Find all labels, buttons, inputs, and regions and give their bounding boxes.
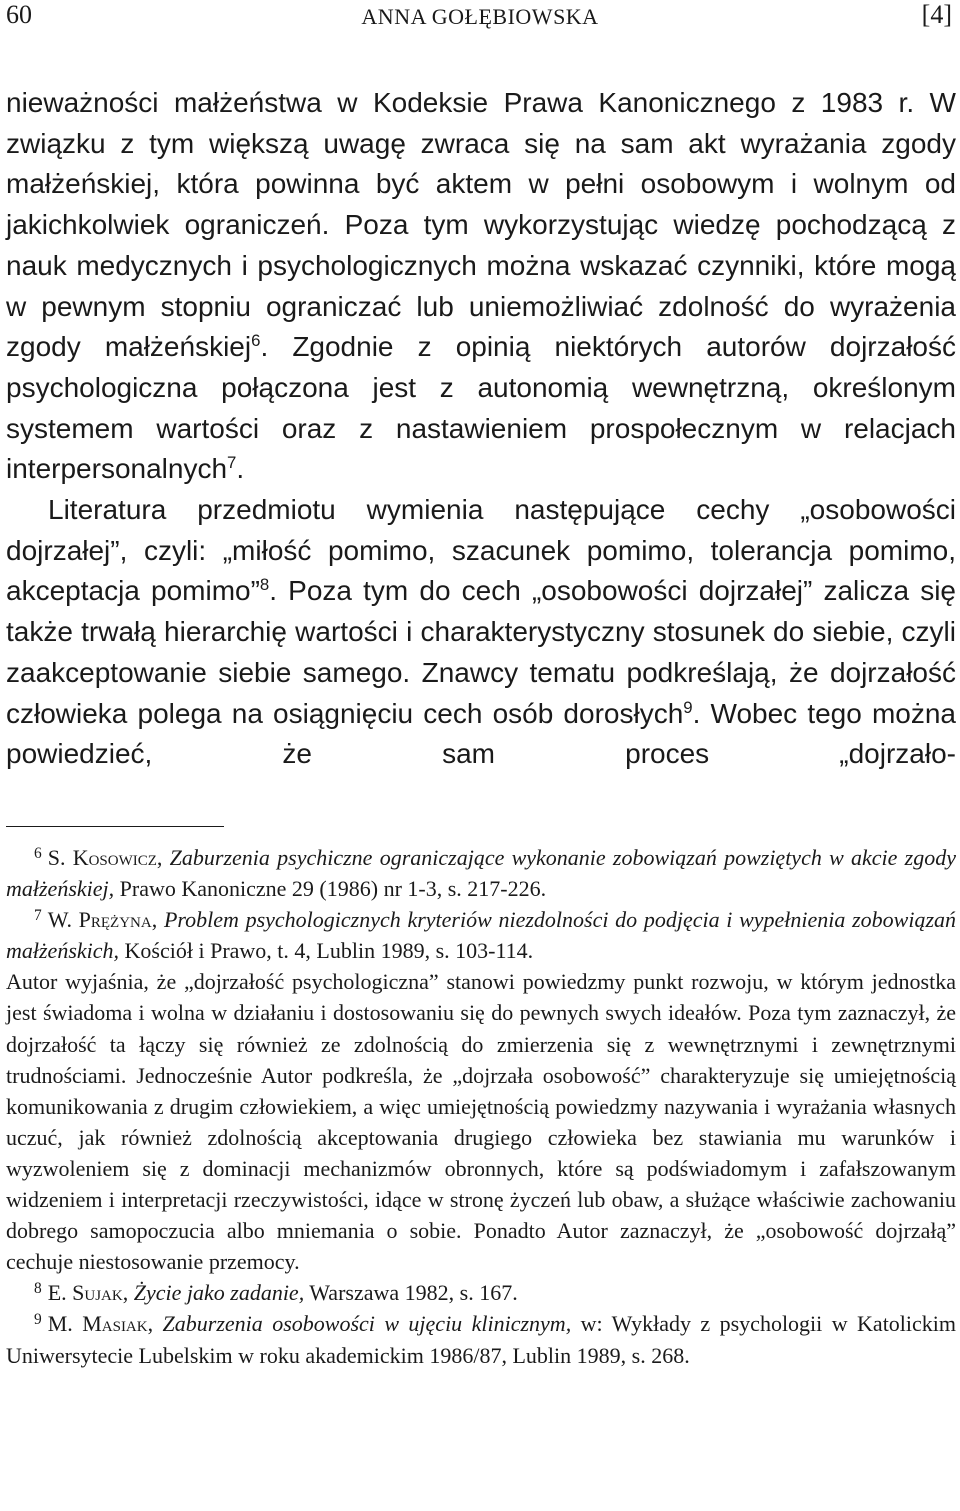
page-number: 60 bbox=[6, 0, 32, 29]
footnote-9-author: Masiak bbox=[82, 1311, 148, 1337]
footnote-6-title: Zaburzenia psychiczne ograniczające wykonanie zobowiązań powziętych w akcie zgody małżeńskiej, bbox=[6, 845, 956, 902]
footnote-7-author: Prężyna bbox=[78, 907, 152, 933]
footnote-9-number: 9 bbox=[34, 1311, 42, 1329]
page-header bbox=[0, 0, 960, 34]
paragraph-2-text-3: . Wobec tego można powiedzieć, że sam proces „dojrzało- bbox=[6, 697, 956, 770]
article-number: [4] bbox=[921, 0, 952, 29]
footnote-7-initial: W. bbox=[47, 907, 79, 933]
footnote-7-number: 7 bbox=[34, 907, 42, 925]
footnote-8-initial: E. bbox=[47, 1280, 73, 1306]
paragraph-1 bbox=[6, 83, 956, 490]
footnote-7-continuation: Autor wyjaśnia, że „dojrzałość psychologiczna” stanowi powiedzmy punkt rozwoju, w którym jednostka jest świadoma i wolna w działaniu i dostosowaniu się do pewnych swych ideałów. Poza tym zaznaczył, że dojrzałość ta łączy się również ze zdolnością do zmierzenia się z wewnętrznymi i zewnętrznymi trudnościami. Jednocześnie Autor podkreśla, że „dojrzała osobowość” charakteryzuje się umiejętnością komunikowania z drugim człowiekiem, a więc umiejętnością powiedzmy nazywania i wyrażania własnych uczuć, jak również zdolnością akceptowania drugiego człowieka bez stawiania mu warunków i wyzwoleniem się z dominacji mechanizmów obronnych, które są podświadomym i zafałszowanym widzeniem i interpretacji rzeczywistości, idące w stronę życzeń lub obaw, a służące właściwie zachowaniu dobrego samopoczucia albo mniemania o sobie. Ponadto Autor zaznaczył, że „osobowość dojrzałą” cechuje niestosowanie przemocy. bbox=[6, 969, 956, 1275]
running-head-author: ANNA GOŁĘBIOWSKA bbox=[361, 4, 599, 29]
footnote-8-number: 8 bbox=[34, 1280, 42, 1298]
footnote-6-source: Prawo Kanoniczne 29 (1986) nr 1-3, s. 217-226. bbox=[114, 876, 547, 902]
paragraph-2-text-2: . Poza tym do cech „osobowości dojrzałej” zalicza się także trwałą hierarchię wartości i charakterystyczny stosunek do siebie, czyli zaakceptowanie siebie samego. Znawcy tematu podkreślają, że dojrzałość człowieka polega na osiągnięciu cech osób dorosłych bbox=[6, 575, 956, 729]
footnote-6 bbox=[6, 842, 956, 904]
footnote-8-source: Warszawa 1982, s. 167. bbox=[304, 1280, 518, 1306]
footnote-6-sep: , bbox=[156, 845, 170, 870]
footnote-ref-8[interactable]: 8 bbox=[259, 575, 270, 595]
footnote-separator bbox=[6, 826, 224, 827]
footnotes bbox=[6, 842, 956, 1371]
footnote-8 bbox=[6, 1277, 956, 1308]
paragraph-1-text-2: . Zgodnie z opinią niektórych autorów dojrzałość psychologiczna połączona jest z autonomią wewnętrzną, określonym systemem wartości oraz z nastawieniem prospołecznym w relacjach interpersonalnych bbox=[6, 331, 956, 485]
footnote-7 bbox=[6, 904, 956, 966]
footnote-7-source: Kościół i Prawo, t. 4, Lublin 1989, s. 103-114. bbox=[119, 938, 534, 964]
footnote-ref-9[interactable]: 9 bbox=[683, 697, 693, 717]
footnote-8-sep: , bbox=[122, 1280, 134, 1306]
footnote-ref-6[interactable]: 6 bbox=[251, 331, 261, 351]
footnote-6-initial: S. bbox=[47, 845, 73, 870]
footnote-6-number: 6 bbox=[34, 845, 42, 863]
footnote-9-source: w: Wykłady z psychologii w Katolickim Uniwersytecie Lubelskim w roku akademickim 1986/87, Lublin 1989, s. 268. bbox=[6, 1311, 957, 1368]
body-text bbox=[6, 83, 956, 775]
footnote-9 bbox=[6, 1308, 956, 1370]
footnote-8-author: Sujak bbox=[72, 1280, 123, 1306]
paragraph-1-text: nieważności małżeństwa w Kodeksie Prawa Kanonicznego z 1983 r. W związku z tym większą uwagę zwraca się na sam akt wyrażania zgody małżeńskiej, która powinna być aktem w pełni osobowym i wolnym od jakichkolwiek ograniczeń. Poza tym wykorzystując wiedzę pochodzącą z nauk medycznych i psychologicznych można wskazać czynniki, które mogą w pewnym stopniu ograniczać lub uniemożliwiać zdolność do wyrażenia zgody małżeńskiej bbox=[6, 87, 956, 363]
paragraph-2 bbox=[6, 490, 956, 775]
paragraph-1-end: . bbox=[236, 453, 245, 485]
footnote-6-author: Kosowicz bbox=[72, 845, 157, 870]
footnote-9-initial: M. bbox=[47, 1311, 83, 1337]
footnote-9-title: Zaburzenia osobowości w ujęciu klinicznym, bbox=[162, 1311, 572, 1337]
paragraph-2-text: Literatura przedmiotu wymienia następujące cechy „osobowości dojrzałej”, czyli: „miłość pomimo, szacunek pomimo, tolerancja pomimo, akceptacja pomimo” bbox=[6, 494, 956, 607]
footnote-8-title: Życie jako zadanie, bbox=[133, 1280, 305, 1306]
footnote-7-title: Problem psychologicznych kryteriów niezdolności do podjęcia i wypełnienia zobowiązań małżeńskich, bbox=[6, 907, 957, 964]
footnote-7-sep: , bbox=[151, 907, 164, 933]
footnote-9-sep: , bbox=[147, 1311, 163, 1337]
footnote-ref-7[interactable]: 7 bbox=[227, 453, 237, 473]
